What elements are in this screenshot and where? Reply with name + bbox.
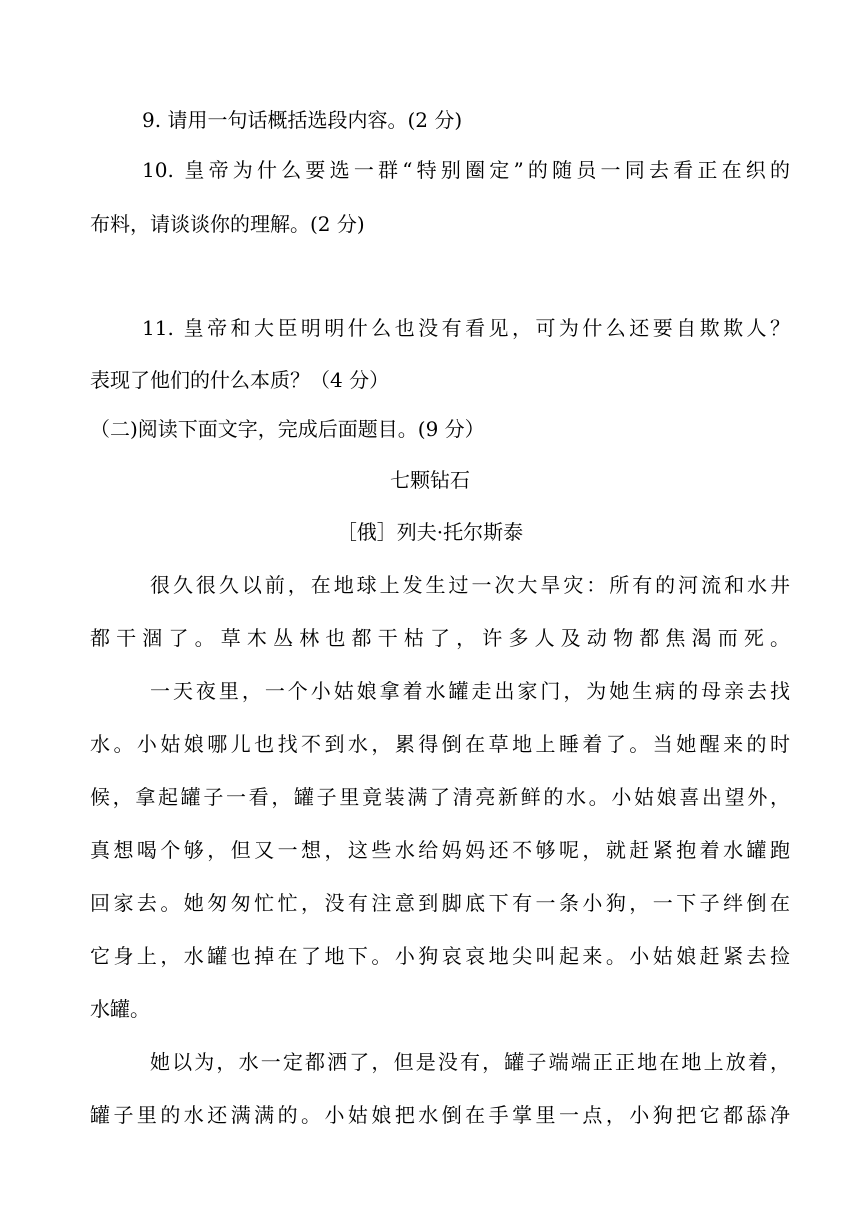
story-paragraph-line: 水。小姑娘哪儿也找不到水，累得倒在草地上睡着了。当她醒来的时: [90, 732, 790, 756]
story-paragraph-line: 罐子里的水还满满的。小姑娘把水倒在手掌里一点，小狗把它都舔净: [90, 1103, 790, 1127]
question-9: 9. 请用一句话概括选段内容。(2 分): [142, 108, 463, 132]
question-11-line-1: 11. 皇帝和大臣明明什么也没有看见，可为什么还要自欺欺人？: [142, 316, 790, 340]
question-10-line-2: 布料，请谈谈你的理解。(2 分): [90, 212, 365, 236]
question-10-line-1: 10. 皇帝为什么要选一群“特别圈定”的随员一同去看正在织的: [142, 158, 790, 182]
story-paragraph-line: 很久很久以前，在地球上发生过一次大旱灾：所有的河流和水井: [150, 573, 790, 597]
story-paragraph-line: 她以为，水一定都洒了，但是没有，罐子端端正正地在地上放着，: [150, 1050, 790, 1074]
question-11-line-2: 表现了他们的什么本质？（4 分）: [90, 368, 390, 392]
story-paragraph-line: 回家去。她匆匆忙忙，没有注意到脚底下有一条小狗，一下子绊倒在: [90, 891, 790, 915]
section-heading: （二)阅读下面文字，完成后面题目。(9 分）: [90, 417, 485, 441]
story-paragraph-line: 水罐。: [90, 997, 150, 1021]
story-paragraph-line: 它身上，水罐也掉在了地下。小狗哀哀地尖叫起来。小姑娘赶紧去捡: [90, 944, 790, 968]
story-paragraph-line: 真想喝个够，但又一想，这些水给妈妈还不够呢，就赶紧抱着水罐跑: [90, 838, 790, 862]
story-author: ［俄］列夫·托尔斯泰: [336, 520, 524, 544]
story-paragraph-line: 候，拿起罐子一看，罐子里竟装满了清亮新鲜的水。小姑娘喜出望外，: [90, 785, 790, 809]
story-title: 七颗钻石: [390, 468, 470, 492]
story-paragraph-line: 一天夜里，一个小姑娘拿着水罐走出家门，为她生病的母亲去找: [150, 679, 790, 703]
story-paragraph-line: 都干涸了。草木丛林也都干枯了，许多人及动物都焦渴而死。: [90, 626, 790, 650]
